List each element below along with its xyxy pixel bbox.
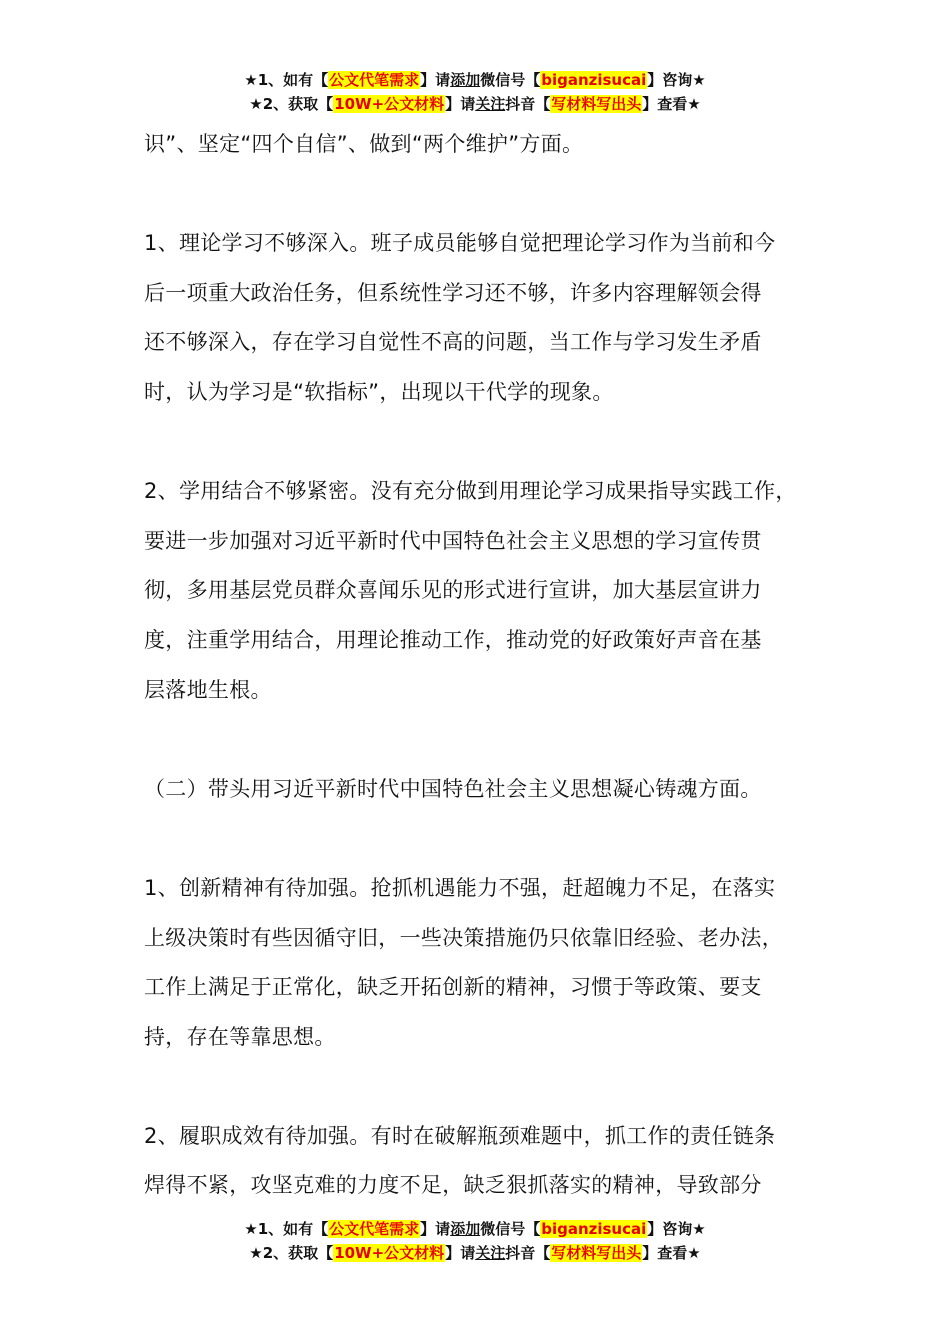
emphasis-follow: 关注 xyxy=(475,1244,506,1262)
banner-text: 】请 xyxy=(420,1220,451,1238)
paragraph-gap xyxy=(144,170,824,220)
banner-text: 】咨询★ xyxy=(647,1220,706,1238)
banner-text: 】请 xyxy=(445,95,476,113)
banner-text: 微信号【 xyxy=(480,71,541,89)
text-line: 层落地生根。 xyxy=(144,677,272,702)
highlight-wechat-id: biganzisucai xyxy=(541,1220,647,1238)
section-heading: （二）带头用习近平新时代中国特色社会主义思想凝心铸魂方面。 xyxy=(144,776,762,801)
banner-text: 】查看★ xyxy=(642,1244,701,1262)
text-line: 彻，多用基层党员群众喜闻乐见的形式进行宣讲，加大基层宣讲力 xyxy=(144,578,762,603)
banner-text: 】查看★ xyxy=(642,95,701,113)
banner-text: ★1、如有【 xyxy=(244,71,329,89)
paragraph-gap xyxy=(144,814,824,864)
text-line: 2、学用结合不够紧密。没有充分做到用理论学习成果指导实践工作， xyxy=(144,479,797,504)
text-line: 后一项重大政治任务，但系统性学习还不够，许多内容理解领会得 xyxy=(144,280,762,305)
banner-text: ★2、获取【 xyxy=(249,95,334,113)
text-line: 1、理论学习不够深入。班子成员能够自觉把理论学习作为当前和今 xyxy=(144,231,776,256)
banner-text: 抖音【 xyxy=(505,95,551,113)
text-line: 1、创新精神有待加强。抢抓机遇能力不强，赶超魄力不足，在落实 xyxy=(144,875,776,900)
header-banner xyxy=(0,68,950,116)
banner-text: ★1、如有【 xyxy=(244,1220,329,1238)
text-line: 持，存在等靠思想。 xyxy=(144,1024,336,1049)
highlight-materials: 10W+公文材料 xyxy=(334,95,445,113)
banner-text: 】请 xyxy=(445,1244,476,1262)
highlight-wechat-id: biganzisucai xyxy=(541,71,647,89)
text-line: 还不够深入，存在学习自觉性不高的问题，当工作与学习发生矛盾 xyxy=(144,330,762,355)
banner-text: 】请 xyxy=(420,71,451,89)
highlight-douyin-account: 写材料写出头 xyxy=(551,1244,642,1262)
paragraph-gap xyxy=(144,418,824,468)
banner-text: 抖音【 xyxy=(505,1244,551,1262)
text-line: 要进一步加强对习近平新时代中国特色社会主义思想的学习宣传贯 xyxy=(144,528,762,553)
highlight-douyin-account: 写材料写出头 xyxy=(551,95,642,113)
document-body xyxy=(144,120,824,1211)
text-line: 2、履职成效有待加强。有时在破解瓶颈难题中，抓工作的责任链条 xyxy=(144,1123,776,1148)
banner-text: 微信号【 xyxy=(480,1220,541,1238)
banner-line-1 xyxy=(0,68,950,92)
text-line: 焊得不紧，攻坚克难的力度不足，缺乏狠抓落实的精神，导致部分 xyxy=(144,1173,762,1198)
highlight-materials: 10W+公文材料 xyxy=(334,1244,445,1262)
text-line: 度，注重学用结合，用理论推动工作，推动党的好政策好声音在基 xyxy=(144,627,762,652)
text-line: 时，认为学习是“软指标”，出现以干代学的现象。 xyxy=(144,379,614,404)
banner-line-1 xyxy=(0,1217,950,1241)
banner-line-2 xyxy=(0,92,950,116)
banner-text: ★2、获取【 xyxy=(249,1244,334,1262)
banner-line-2 xyxy=(0,1241,950,1265)
footer-banner xyxy=(0,1217,950,1265)
text-line: 识”、坚定“四个自信”、做到“两个维护”方面。 xyxy=(144,132,584,156)
emphasis-follow: 关注 xyxy=(475,95,506,113)
highlight-service: 公文代笔需求 xyxy=(329,71,420,89)
text-line: 工作上满足于正常化，缺乏开拓创新的精神，习惯于等政策、要支 xyxy=(144,975,762,1000)
emphasis-add: 添加 xyxy=(450,1220,481,1238)
emphasis-add: 添加 xyxy=(450,71,481,89)
highlight-service: 公文代笔需求 xyxy=(329,1220,420,1238)
paragraph-gap xyxy=(144,1062,824,1112)
paragraph-gap xyxy=(144,715,824,765)
banner-text: 】咨询★ xyxy=(647,71,706,89)
text-line: 上级决策时有些因循守旧，一些决策措施仍只依靠旧经验、老办法， xyxy=(144,925,783,950)
